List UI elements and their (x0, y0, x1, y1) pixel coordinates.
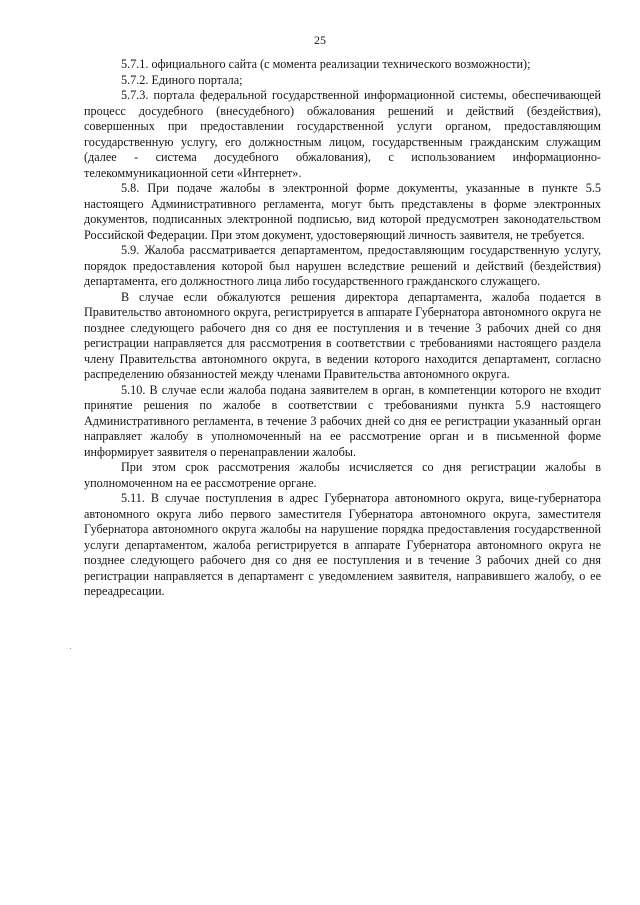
paragraph-5-10: 5.10. В случае если жалоба подана заявителем в орган, в компетенции которого не входит принятие решения по жалобе в соответствии с требованиями пункта 5.9 настоящего Административного регламента, в течение 3 рабочих дней со дня ее регистрации указанный орган направляет жалобу в уполномоченный на ее рассмотрение орган и в письменной форме информирует заявителя о перенаправлении жалобы. (84, 382, 601, 459)
scan-speck (70, 648, 71, 649)
paragraph-5-9: 5.9. Жалоба рассматривается департаментом, предоставляющим государственную услугу, порядок предоставления которой был нарушен вследствие решений и действий (бездействия) департамента, его должностного лица либо государственного гражданского служащего. (84, 243, 601, 288)
document-body (84, 57, 601, 600)
paragraph-5-8: 5.8. При подаче жалобы в электронной форме документы, указанные в пункте 5.5 настоящего Административного регламента, могут быть представлены в форме электронных документов, подписанных электронной подписью, вид которой предусмотрен законодательством Российской Федерации. При этом документ, удостоверяющий личность заявителя, не требуется. (84, 181, 601, 242)
paragraph-5-10-term: При этом срок рассмотрения жалобы исчисляется со дня регистрации жалобы в уполномоченном на ее рассмотрение органе. (84, 460, 601, 490)
paragraph-5-9-director-appeal: В случае если обжалуются решения директора департамента, жалоба подается в Правительство автономного округа, регистрируется в аппарате Губернатора автономного округа не позднее следующего рабочего дня со дня ее поступления и в течение 3 рабочих дней со дня регистрации направляется для рассмотрения в соответствии с требованиями настоящего раздела члену Правительства автономного округа, в ведении которого находится департамент, согласно распределению обязанностей между членами Правительства автономного округа. (84, 289, 601, 381)
paragraph-5-7-3: 5.7.3. портала федеральной государственной информационной системы, обеспечивающей процесс досудебного (внесудебного) обжалования решений и действий (бездействия), совершенных при предоставлении государственной услуги органом, предоставляющим государственную услугу, его должностным лицом, государственным гражданским служащим (далее - система досудебного обжалования), с использованием информационно-телекоммуникационной сети «Интернет». (84, 88, 601, 180)
paragraph-5-7-2: 5.7.2. Единого портала; (121, 72, 243, 87)
paragraph-5-7-1: 5.7.1. официального сайта (с момента реализации технического возможности); (121, 57, 531, 71)
paragraph-5-11: 5.11. В случае поступления в адрес Губернатора автономного округа, вице-губернатора автономного округа либо первого заместителя Губернатора автономного округа, заместителя Губернатора автономного округа жалобы на нарушение порядка предоставления государственной услуги департаментом, жалоба регистрируется в аппарате Губернатора автономного округа не позднее следующего рабочего дня со дня ее поступления и в течение 3 рабочих дней со дня регистрации направляется в департамент с уведомлением заявителя, направившего жалобу, о ее переадресации. (84, 491, 601, 598)
page-number: 25 (314, 33, 326, 47)
